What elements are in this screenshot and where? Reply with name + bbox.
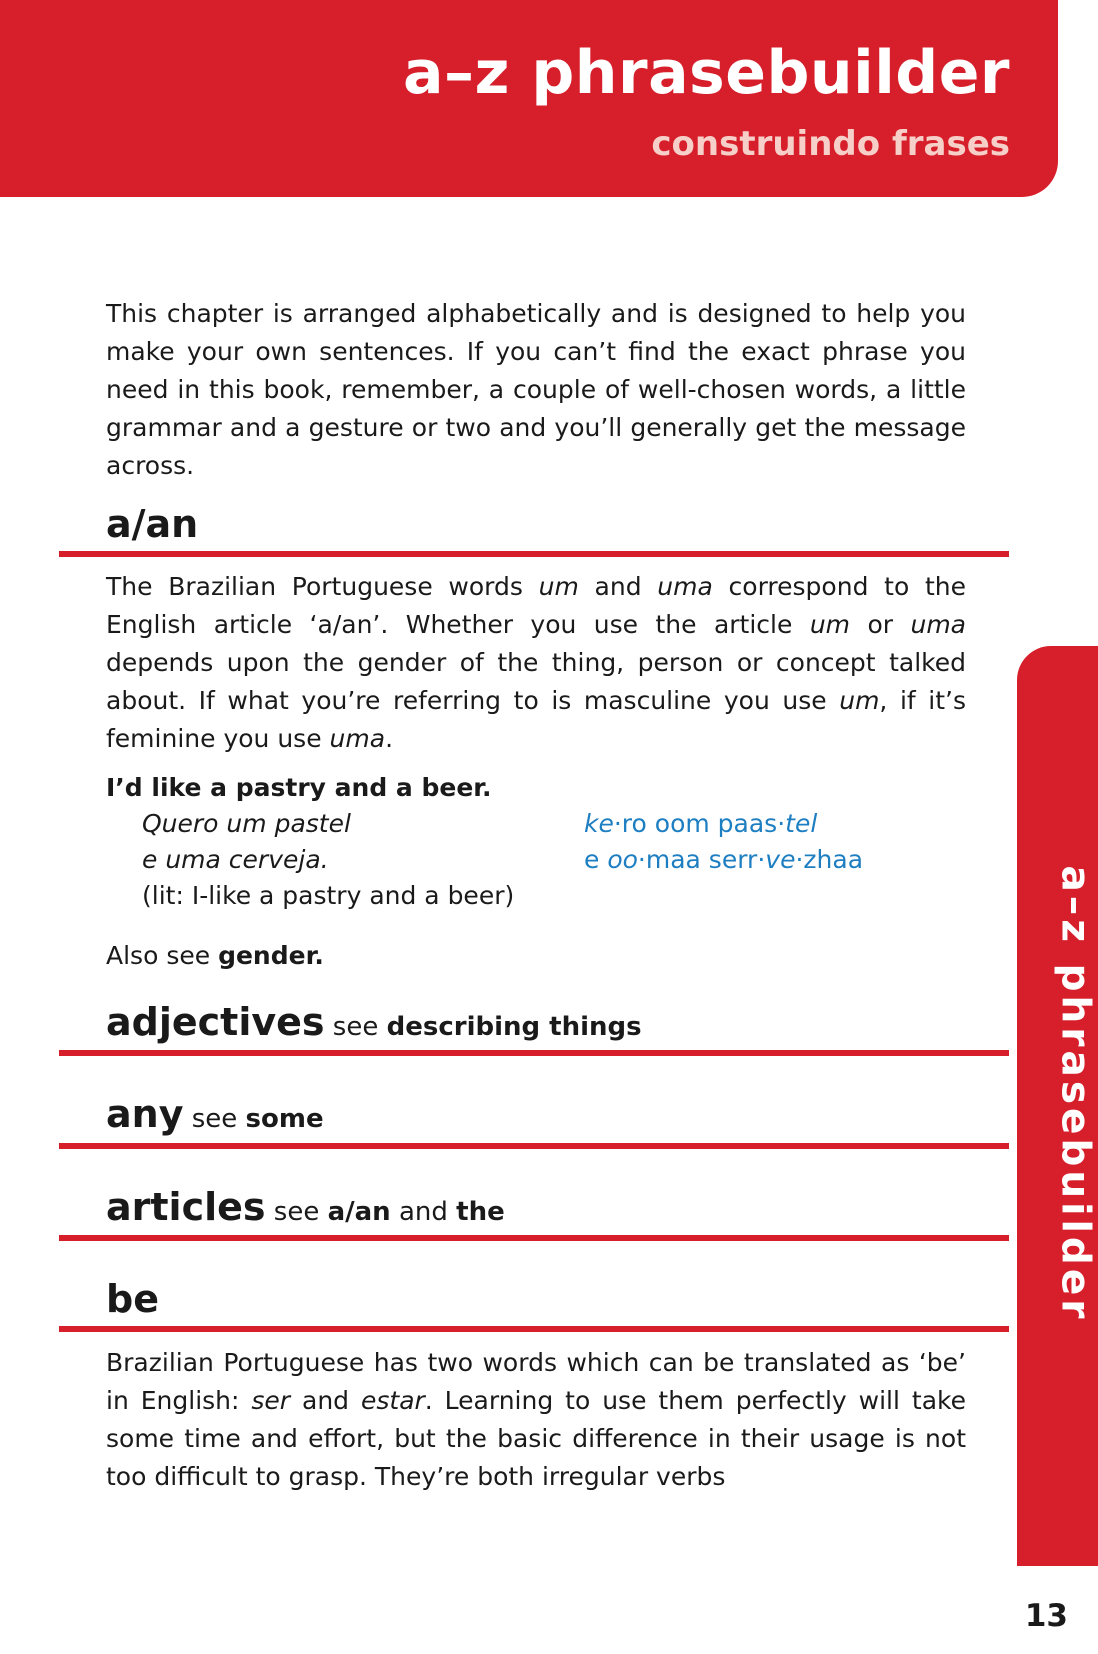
also-see-label: Also see — [106, 941, 219, 970]
example-literal: (lit: I-like a pastry and a beer) — [142, 881, 515, 910]
portuguese-word: um — [839, 686, 880, 715]
example-pronunciation-line1 — [584, 809, 817, 838]
text: , if it’s feminine you use — [106, 686, 966, 753]
heading-adjectives — [106, 1000, 642, 1044]
portuguese-word: um — [538, 572, 579, 601]
header-banner — [0, 0, 1058, 197]
stressed-syllable: ke — [584, 809, 614, 838]
heading-articles — [106, 1185, 505, 1229]
heading-text: any — [106, 1092, 184, 1136]
example-pronunciation-line2 — [584, 845, 863, 874]
text: Brazilian Portuguese has two words which can be translated as ‘be’ in English: — [106, 1348, 966, 1415]
text: and — [290, 1386, 361, 1415]
heading-a-an-text: a/an — [106, 502, 199, 546]
section-divider — [59, 1050, 1009, 1056]
see-label: see — [324, 1012, 387, 1042]
cross-reference: some — [245, 1104, 324, 1134]
portuguese-word: uma — [657, 572, 713, 601]
be-paragraph — [106, 1344, 966, 1496]
cross-reference: a/an — [327, 1197, 391, 1227]
syllables: ·ro oom paas· — [613, 809, 786, 838]
heading-text: be — [106, 1277, 159, 1321]
stressed-syllable: ve — [765, 845, 796, 874]
section-divider — [59, 1326, 1009, 1332]
heading-text: articles — [106, 1185, 266, 1229]
page-subtitle: construindo frases — [651, 124, 1010, 164]
example-portuguese-line2: e uma cerveja. — [142, 845, 329, 874]
portuguese-word: ser — [251, 1386, 291, 1415]
section-divider — [59, 551, 1009, 557]
portuguese-word: estar — [360, 1386, 425, 1415]
section-divider — [59, 1235, 1009, 1241]
page-number: 13 — [1024, 1598, 1068, 1634]
section-divider — [59, 1143, 1009, 1149]
syllables: ·zhaa — [795, 845, 864, 874]
example-english: I’d like a pastry and a beer. — [106, 773, 492, 802]
portuguese-word: um — [809, 610, 851, 639]
also-see — [106, 941, 324, 970]
text: depends upon the gender of the thing, person or concept talked about. If what you’re referring to is masculine you use — [106, 648, 966, 715]
text: or — [850, 610, 911, 639]
heading-be — [106, 1277, 159, 1321]
text: . Learning to use them perfectly will take some time and effort, but the basic difference in their usage is not too difficult to grasp. They’re both irregular verbs — [106, 1386, 966, 1491]
a-an-paragraph — [106, 568, 966, 758]
cross-reference: the — [456, 1197, 505, 1227]
heading-a-an — [106, 502, 198, 546]
text: The Brazilian Portuguese words — [106, 572, 539, 601]
text: . — [385, 724, 394, 753]
intro-paragraph: This chapter is arranged alphabetically and is designed to help you make your own sentences. If you can’t find the exact phrase you need in this book, remember, a couple of well-chosen words, a little grammar and a gesture or two and you’ll generally get the message across. — [106, 299, 966, 480]
stressed-syllable: tel — [785, 809, 818, 838]
text: and — [578, 572, 658, 601]
cross-reference: gender. — [218, 941, 324, 970]
heading-any — [106, 1092, 324, 1136]
stressed-syllable: oo — [607, 845, 638, 874]
cross-reference: describing things — [386, 1012, 642, 1042]
page-title: a–z phrasebuilder — [403, 38, 1010, 108]
text: correspond to the English article ‘a/an’. Whether you use the article — [106, 572, 966, 639]
see-label: see — [183, 1104, 246, 1134]
example-portuguese-line1: Quero um pastel — [142, 809, 351, 838]
chapter-side-tab — [1017, 646, 1098, 1566]
conjunction: and — [390, 1197, 457, 1227]
see-label: see — [265, 1197, 328, 1227]
chapter-side-label: a–z phrasebuilder — [1052, 865, 1098, 1323]
syllables: ·maa serr· — [637, 845, 766, 874]
syllables: e — [584, 845, 608, 874]
portuguese-word: uma — [910, 610, 966, 639]
heading-text: adjectives — [106, 1000, 325, 1044]
portuguese-word: uma — [329, 724, 386, 753]
